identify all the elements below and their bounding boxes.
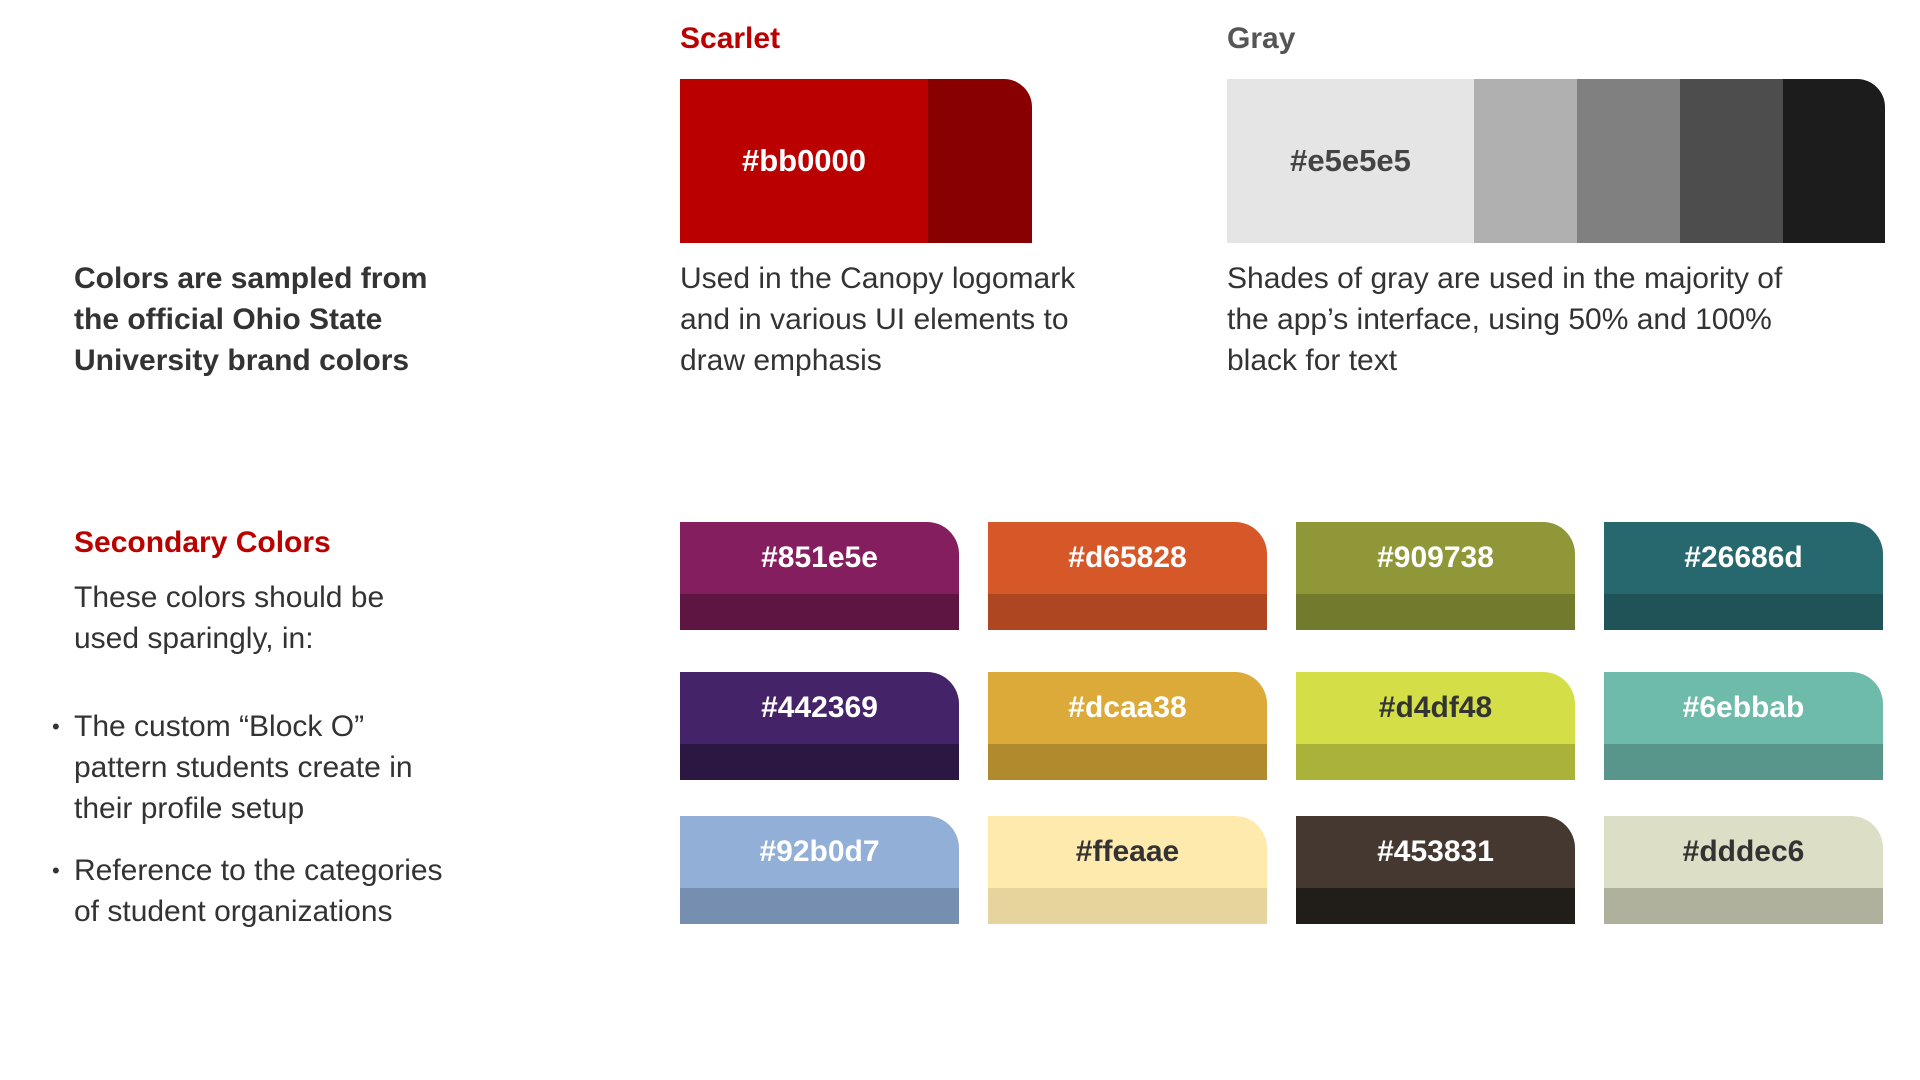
swatch-hex-label: #dddec6 <box>1682 835 1805 868</box>
bullet1-line-3: their profile setup <box>74 792 305 825</box>
swatch-top <box>988 816 1267 888</box>
bullet-icon: • <box>52 714 60 739</box>
swatch-hex-label: #851e5e <box>761 541 878 574</box>
swatch-bottom <box>988 744 1267 780</box>
swatch-hex-label: #ffeaae <box>1075 835 1180 868</box>
scarlet-dark-swatch <box>928 79 1032 243</box>
swatch-6ebbab <box>1604 672 1883 780</box>
scarlet-desc-line-2: and in various UI elements to <box>680 303 1069 336</box>
swatch-hex-label: #26686d <box>1684 541 1803 574</box>
bullet1-line-1: The custom “Block O” <box>74 710 365 743</box>
swatch-top <box>988 672 1267 744</box>
intro-text <box>74 258 427 381</box>
secondary-title: Secondary Colors <box>74 526 331 559</box>
swatch-top <box>1296 672 1575 744</box>
scarlet-hex-label: #bb0000 <box>741 143 867 178</box>
gray-shade-1 <box>1227 79 1474 243</box>
intro-line-2: the official Ohio State <box>74 303 383 336</box>
swatch-bottom <box>1296 744 1575 780</box>
swatch-top <box>1604 522 1883 594</box>
gray-desc-line-1: Shades of gray are used in the majority of <box>1227 262 1783 295</box>
swatch-top <box>1604 672 1883 744</box>
secondary-intro-line-1: These colors should be <box>74 581 385 614</box>
swatch-top <box>1604 816 1883 888</box>
swatch-dcaa38 <box>988 672 1267 780</box>
swatch-bottom <box>680 888 959 924</box>
gray-title: Gray <box>1227 22 1296 55</box>
swatch-top <box>1296 522 1575 594</box>
gray-shade-5 <box>1783 79 1885 243</box>
scarlet-desc-line-1: Used in the Canopy logomark <box>680 262 1076 295</box>
swatch-ffeaae <box>988 816 1267 924</box>
swatch-909738 <box>1296 522 1575 630</box>
swatch-d4df48 <box>1296 672 1575 780</box>
gray-hex-label: #e5e5e5 <box>1290 143 1411 178</box>
swatch-bottom <box>1296 594 1575 630</box>
intro-line-1: Colors are sampled from <box>74 262 428 295</box>
swatch-bottom <box>680 594 959 630</box>
swatch-bottom <box>1296 888 1575 924</box>
bullet2-line-1: Reference to the categories <box>74 854 443 887</box>
bullet-icon: • <box>52 858 60 883</box>
swatch-hex-label: #6ebbab <box>1682 691 1805 724</box>
swatch-hex-label: #d65828 <box>1068 541 1187 574</box>
swatch-dddec6 <box>1604 816 1883 924</box>
swatch-bottom <box>1604 888 1883 924</box>
scarlet-title: Scarlet <box>680 22 781 55</box>
swatch-bottom <box>680 744 959 780</box>
swatch-top <box>680 816 959 888</box>
swatch-bottom <box>1604 744 1883 780</box>
swatch-top <box>988 522 1267 594</box>
bullet1-line-2: pattern students create in <box>74 751 413 784</box>
swatch-hex-label: #442369 <box>761 691 878 724</box>
swatch-bottom <box>988 594 1267 630</box>
gray-swatch <box>1227 79 1885 243</box>
scarlet-desc-line-3: draw emphasis <box>680 344 882 377</box>
swatch-top <box>680 672 959 744</box>
gray-shade-2 <box>1474 79 1577 243</box>
scarlet-main-swatch <box>680 79 928 243</box>
intro-line-3: University brand colors <box>74 344 410 377</box>
gray-shade-3 <box>1577 79 1680 243</box>
swatch-851e5e <box>680 522 959 630</box>
gray-description <box>1227 258 1782 381</box>
swatch-92b0d7 <box>680 816 959 924</box>
gray-desc-line-2: the app’s interface, using 50% and 100% <box>1227 303 1772 336</box>
scarlet-description <box>680 258 1075 381</box>
secondary-intro-line-2: used sparingly, in: <box>74 622 314 655</box>
swatch-bottom <box>1604 594 1883 630</box>
scarlet-swatch <box>680 79 1032 243</box>
swatch-hex-label: #453831 <box>1377 835 1494 868</box>
swatch-26686d <box>1604 522 1883 630</box>
bullet-item-block-o <box>52 706 413 829</box>
swatch-hex-label: #dcaa38 <box>1068 691 1187 724</box>
gray-desc-line-3: black for text <box>1227 344 1398 377</box>
swatch-hex-label: #d4df48 <box>1378 691 1493 724</box>
swatch-hex-label: #909738 <box>1377 541 1494 574</box>
swatch-top <box>1296 816 1575 888</box>
swatch-d65828 <box>988 522 1267 630</box>
secondary-intro <box>74 577 384 659</box>
swatch-bottom <box>988 888 1267 924</box>
bullet-item-organizations <box>52 850 443 932</box>
swatch-hex-label: #92b0d7 <box>759 835 880 868</box>
bullet2-line-2: of student organizations <box>74 895 393 928</box>
gray-shade-4 <box>1680 79 1783 243</box>
swatch-453831 <box>1296 816 1575 924</box>
swatch-top <box>680 522 959 594</box>
swatch-442369 <box>680 672 959 780</box>
